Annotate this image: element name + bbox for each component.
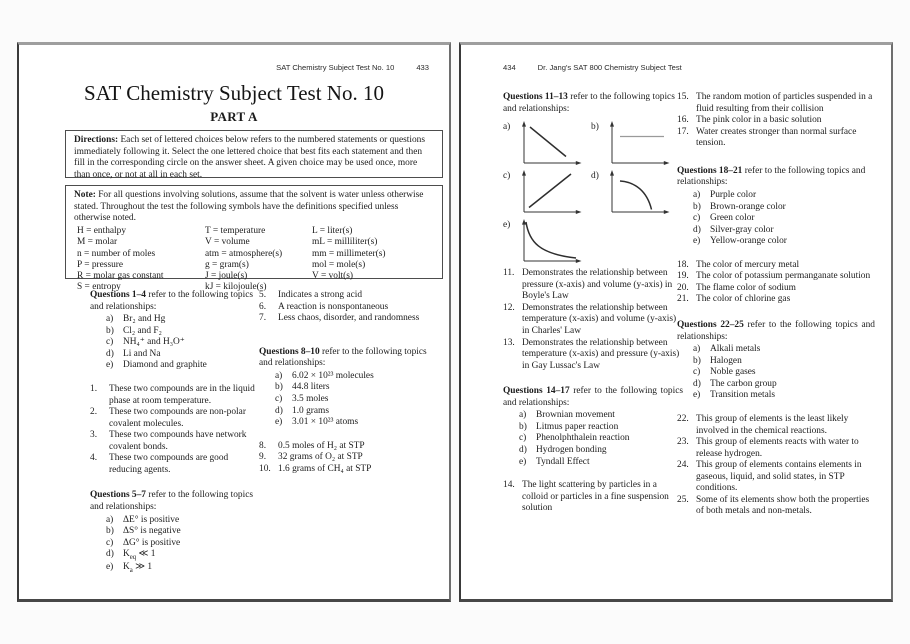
symbol-def: T = temperature: [205, 225, 266, 236]
choice-row: [677, 225, 875, 237]
question-number: 14.: [503, 480, 515, 491]
question-number: 17.: [677, 126, 689, 137]
question-number: 8.: [259, 440, 267, 451]
symbol-subscript: a: [129, 567, 133, 575]
choice-text: [123, 549, 260, 562]
running-head-title: Dr. Jang's SAT 800 Chemistry Subject Test: [537, 63, 682, 72]
right-page-column-2: [677, 92, 875, 518]
choice-text: ΔG° is positive: [123, 537, 181, 548]
graph-b: [591, 120, 679, 166]
graph-c: [503, 169, 591, 215]
choice-letter: c): [693, 213, 701, 224]
question-set-heading: [90, 290, 260, 313]
choice-letter: d): [106, 348, 114, 359]
choice-text: 3.5 moles: [292, 393, 329, 404]
choice-letter: b): [693, 201, 701, 212]
question-number: 22.: [677, 413, 689, 424]
concave-down-curve: [620, 181, 652, 210]
question-item: [259, 290, 437, 302]
note-text: For all questions involving solutions, assume that the solvent is water unless otherwise stated. Throughout the test the following symbols have the definitions specified unless otherwise noted.: [74, 190, 424, 224]
question-text: These two compounds are in the liquid phase at room temperature.: [109, 383, 255, 406]
question-item: [259, 302, 437, 314]
symbol-def: kJ = kilojoule(s): [205, 282, 267, 293]
choice-row: [677, 379, 875, 391]
question-set-heading: [90, 490, 260, 513]
choice-letter: d): [693, 224, 701, 235]
choice-text: 44.8 liters: [292, 382, 330, 393]
question-text: These two compounds have network covalent bonds.: [109, 430, 247, 452]
question-text: This group of elements is the least likely involved in the chemical reactions.: [696, 413, 849, 436]
graph-e-plot: [516, 218, 588, 264]
question-number: 2.: [90, 407, 98, 418]
choice-row: [677, 367, 875, 379]
y-axis-arrow-icon: [610, 121, 614, 127]
question-text: The pink color in a basic solution: [696, 115, 822, 126]
choice-text: Transition metals: [710, 390, 776, 401]
symbol-def: P = pressure: [77, 259, 124, 270]
question-list: [677, 92, 875, 150]
directions-label: Directions:: [74, 135, 119, 145]
increasing-line-curve: [529, 174, 571, 208]
choice-letter: e): [693, 390, 701, 401]
choice-text: Cl₂ and F₂: [123, 325, 162, 336]
choice-row: [90, 360, 260, 372]
right-page-column-1: [503, 92, 683, 515]
choice-text: 3.01 × 10²³ atoms: [292, 417, 359, 428]
symbol-def: J = joule(s): [205, 271, 248, 282]
question-set-text: refer to the following topics and relationships:: [677, 320, 875, 342]
choice-row: [90, 562, 260, 575]
question-text: These two compounds are non-polar covalent molecules.: [109, 407, 246, 429]
symbol-def: L = liter(s): [312, 225, 353, 236]
choice-row: [90, 526, 260, 538]
choice-text: The carbon group: [710, 378, 777, 389]
question-number: 19.: [677, 271, 689, 282]
symbol-def: atm = atmosphere(s): [205, 248, 283, 259]
question-text: The flame color of sodium: [696, 282, 796, 293]
y-axis-arrow-icon: [522, 121, 526, 127]
choice-row: [503, 433, 683, 445]
choice-list: [677, 190, 875, 248]
graph-label: e): [503, 220, 511, 231]
question-number: 21.: [677, 294, 689, 305]
choice-row: [259, 371, 437, 383]
choice-text: Brownian movement: [536, 410, 615, 421]
x-axis-arrow-icon: [664, 210, 670, 214]
graph-c-plot: [516, 169, 588, 215]
choice-text: Yellow-orange color: [710, 236, 787, 247]
choice-letter: a): [106, 314, 114, 325]
question-text: The color of chlorine gas: [696, 294, 791, 305]
graph-row: [503, 218, 683, 264]
choice-text: Brown-orange color: [710, 201, 786, 212]
symbol-subscript: eq: [129, 554, 137, 562]
choice-text: ΔE° is positive: [123, 514, 180, 525]
choice-list: [677, 344, 875, 402]
question-set-range: Questions 11–13: [503, 92, 568, 102]
symbol-rest: ≪ 1: [136, 549, 156, 560]
running-head-title: SAT Chemistry Subject Test No. 10: [276, 63, 395, 72]
choice-row: [90, 349, 260, 361]
choice-letter: e): [693, 236, 701, 247]
graph-label: d): [591, 171, 599, 182]
inverse-decay-curve: [526, 222, 576, 258]
symbol-def: mL = milliliter(s): [312, 237, 378, 248]
question-item: [677, 460, 875, 495]
choice-row: [677, 390, 875, 402]
graph-d: [591, 169, 679, 215]
question-text: The light scattering by particles in a colloid or particles in a fine suspension solution: [522, 480, 669, 514]
question-text: Demonstrates the relationship between pressure (x-axis) and volume (y-axis) in Boyle's Law: [522, 268, 673, 302]
question-list: [677, 260, 875, 306]
choice-letter: b): [106, 526, 114, 537]
choice-list: [90, 515, 260, 576]
graph-e: [503, 218, 591, 264]
right-page: [459, 42, 893, 602]
y-axis-arrow-icon: [522, 219, 526, 225]
question-set-range: Questions 22–25: [677, 320, 744, 330]
question-number: 25.: [677, 494, 689, 505]
choice-letter: b): [106, 325, 114, 336]
page-number: 434: [503, 63, 516, 72]
choice-letter: c): [519, 433, 527, 444]
choice-text: ΔS° is negative: [123, 526, 181, 537]
choice-text: Alkali metals: [710, 344, 761, 355]
question-list: [677, 414, 875, 518]
question-item: [503, 338, 683, 373]
question-set-text: refer to the following topics and relationships:: [503, 92, 675, 114]
question-item: [259, 313, 437, 325]
choice-row: [90, 326, 260, 338]
choice-row: [90, 314, 260, 326]
symbol-def: M = molar: [77, 237, 118, 248]
choice-row: [259, 417, 437, 429]
question-number: 6.: [259, 301, 267, 312]
question-item: [259, 441, 437, 453]
choice-text: Purple color: [710, 189, 757, 200]
choice-letter: e): [106, 562, 114, 573]
question-number: 15.: [677, 92, 689, 102]
choice-letter: d): [275, 405, 283, 416]
question-text: Demonstrates the relationship between temperature (x-axis) and volume (y-axis) in Charles' Law: [522, 302, 677, 336]
graph-a: [503, 120, 591, 166]
question-number: 5.: [259, 290, 267, 300]
question-item: [677, 127, 875, 150]
question-text: 0.5 moles of H₂ at STP: [278, 440, 365, 451]
question-number: 20.: [677, 282, 689, 293]
question-list: [503, 268, 683, 372]
choice-list: [259, 371, 437, 429]
question-item: [259, 452, 437, 464]
choice-letter: c): [693, 367, 701, 378]
question-text: Water creates stronger than normal surface tension.: [696, 126, 857, 149]
choice-row: [677, 344, 875, 356]
test-title: SAT Chemistry Subject Test No. 10: [84, 81, 384, 105]
question-set-range: Questions 8–10: [259, 346, 320, 357]
symbol-def: g = gram(s): [205, 259, 249, 270]
question-set-range: Questions 5–7: [90, 490, 146, 501]
question-set-text: refer to the following topics and relationships:: [677, 165, 866, 188]
question-list: [259, 441, 437, 476]
y-axis-arrow-icon: [610, 170, 614, 176]
question-text: This group of elements contains elements in gaseous, liquid, and solid states, in STP conditions.: [696, 460, 862, 494]
choice-row: [90, 538, 260, 550]
running-head-right: [503, 63, 682, 72]
symbol-def: V = volt(s): [312, 271, 354, 282]
choice-letter: a): [693, 189, 701, 200]
left-page: [17, 42, 451, 602]
question-number: 1.: [90, 383, 98, 394]
question-text: The color of mercury metal: [696, 259, 800, 270]
choice-letter: a): [519, 410, 527, 421]
question-set-range: Questions 1–4: [90, 290, 146, 300]
choice-row: [503, 410, 683, 422]
choice-letter: b): [519, 421, 527, 432]
choice-text: Diamond and graphite: [123, 360, 207, 371]
symbol-def: mm = millimeter(s): [312, 248, 386, 259]
question-item: [677, 260, 875, 272]
question-item: [90, 453, 260, 476]
question-number: 10.: [259, 463, 271, 474]
question-item: [677, 495, 875, 518]
choice-row: [503, 457, 683, 469]
graph-row: [503, 120, 683, 166]
symbol-rest: ≫ 1: [132, 562, 153, 573]
question-number: 11.: [503, 268, 515, 279]
choice-letter: d): [693, 378, 701, 389]
running-head-left: [276, 63, 429, 72]
symbol-base: K: [123, 562, 130, 573]
question-text: Indicates a strong acid: [278, 290, 363, 300]
question-number: 9.: [259, 452, 267, 463]
question-item: [677, 271, 875, 283]
choice-text: 6.02 × 10²³ molecules: [292, 370, 374, 381]
question-item: [503, 303, 683, 338]
choice-row: [677, 236, 875, 248]
choice-list: [90, 314, 260, 372]
symbol-def: S = entropy: [77, 282, 121, 293]
question-number: 24.: [677, 460, 689, 471]
choice-letter: e): [106, 360, 114, 371]
question-item: [677, 92, 875, 115]
question-item: [677, 115, 875, 127]
question-text: A reaction is nonspontaneous: [278, 301, 389, 312]
question-text: 32 grams of O₂ at STP: [278, 452, 363, 463]
graph-a-plot: [516, 120, 588, 166]
question-item: [259, 464, 437, 476]
question-set-heading: [677, 320, 875, 343]
question-set-heading: [259, 347, 437, 370]
choice-letter: b): [693, 355, 701, 366]
question-set-text: refer to the following topics and relationships:: [90, 290, 254, 312]
x-axis-arrow-icon: [576, 259, 582, 263]
question-number: 3.: [90, 430, 98, 441]
question-text: The random motion of particles suspended in a fluid resulting from their collision: [696, 92, 873, 114]
choice-row: [677, 213, 875, 225]
choice-text: Green color: [710, 213, 755, 224]
choice-row: [90, 549, 260, 562]
left-page-column-2: [259, 290, 437, 475]
choice-row: [259, 394, 437, 406]
question-number: 13.: [503, 337, 515, 348]
choice-text: Halogen: [710, 355, 742, 366]
question-set-range: Questions 14–17: [503, 386, 570, 397]
symbol-def: n = number of moles: [77, 248, 156, 259]
question-item: [677, 414, 875, 437]
question-item: [503, 480, 683, 515]
choice-letter: d): [519, 445, 527, 455]
part-label: PART A: [210, 109, 258, 124]
question-list: [503, 480, 683, 515]
choice-row: [503, 445, 683, 457]
question-text: Some of its elements show both the properties of both metals and non-metals.: [696, 494, 870, 517]
choice-text: Litmus paper reaction: [536, 421, 619, 432]
relationship-graphs: [503, 120, 683, 264]
page-number: 433: [416, 63, 429, 72]
choice-text: 1.0 grams: [292, 405, 329, 416]
choice-letter: a): [275, 370, 283, 381]
question-set-heading: [503, 92, 683, 115]
question-item: [90, 407, 260, 430]
choice-text: [123, 562, 260, 575]
question-number: 16.: [677, 115, 689, 126]
question-set-text: refer to the following topics and relationships:: [259, 346, 427, 369]
x-axis-arrow-icon: [664, 161, 670, 165]
choice-row: [677, 202, 875, 214]
choice-letter: e): [275, 417, 283, 428]
question-number: 12.: [503, 302, 515, 313]
question-item: [677, 437, 875, 460]
graph-d-plot: [604, 169, 676, 215]
decreasing-line-curve: [530, 127, 566, 157]
question-number: 4.: [90, 453, 98, 464]
graph-b-plot: [604, 120, 676, 166]
choice-text: Hydrogen bonding: [536, 445, 607, 455]
choice-row: [677, 356, 875, 368]
y-axis-arrow-icon: [522, 170, 526, 176]
question-text: The color of potassium permanganate solution: [696, 271, 871, 282]
symbol-def: H = enthalpy: [77, 225, 127, 236]
question-set-text: refer to the following topics and relationships:: [90, 490, 254, 512]
symbol-definitions: [74, 226, 434, 294]
choice-letter: e): [519, 456, 527, 467]
question-item: [677, 294, 875, 306]
choice-row: [259, 406, 437, 418]
question-number: 23.: [677, 437, 689, 448]
choice-letter: d): [106, 549, 114, 560]
choice-text: Silver-gray color: [710, 224, 774, 235]
choice-text: Li and Na: [123, 348, 161, 359]
x-axis-arrow-icon: [576, 210, 582, 214]
symbol-def: R = molar gas constant: [77, 271, 164, 282]
choice-row: [259, 382, 437, 394]
choice-letter: c): [106, 337, 114, 348]
choice-row: [503, 422, 683, 434]
choice-list: [503, 410, 683, 468]
question-number: 18.: [677, 259, 689, 270]
question-item: [503, 268, 683, 303]
question-text: This group of elements reacts with water to release hydrogen.: [696, 437, 859, 459]
question-list: [90, 384, 260, 477]
choice-text: Phenolphthalein reaction: [536, 433, 630, 444]
symbol-def: V = volume: [205, 237, 250, 248]
question-text: 1.6 grams of CH₄ at STP: [278, 463, 372, 474]
note-label: Note:: [74, 190, 96, 200]
question-item: [677, 283, 875, 295]
choice-letter: c): [275, 393, 283, 404]
choice-letter: a): [106, 514, 114, 525]
choice-letter: c): [106, 537, 114, 548]
question-text: Less chaos, disorder, and randomness: [278, 313, 420, 324]
note-box: [65, 185, 443, 293]
choice-text: Br₂ and Hg: [123, 314, 166, 325]
question-set-text: refer to the following topics and relationships:: [503, 386, 683, 408]
choice-row: [90, 337, 260, 349]
graph-label: b): [591, 122, 599, 133]
directions-box: [65, 130, 443, 178]
choice-letter: a): [693, 344, 701, 355]
choice-text: NH₄⁺ and H₃O⁺: [123, 337, 185, 348]
x-axis-arrow-icon: [576, 161, 582, 165]
symbol-def: mol = mole(s): [312, 259, 366, 270]
choice-text: Noble gases: [710, 367, 756, 378]
symbol-base: K: [123, 549, 130, 560]
choice-letter: b): [275, 382, 283, 393]
question-set-range: Questions 18–21: [677, 165, 743, 176]
question-text: Demonstrates the relationship between temperature (x-axis) and pressure (y-axis) in Gay Lussac's Law: [522, 337, 680, 371]
question-number: 7.: [259, 313, 267, 324]
graph-label: c): [503, 171, 511, 182]
choice-row: [90, 515, 260, 527]
question-text: These two compounds are good reducing agents.: [109, 453, 229, 475]
question-set-heading: [503, 386, 683, 409]
choice-row: [677, 190, 875, 202]
question-item: [90, 430, 260, 453]
question-set-heading: [677, 166, 875, 189]
left-page-column-1: [90, 290, 260, 576]
choice-text: Tyndall Effect: [536, 456, 590, 467]
directions-text: Each set of lettered choices below refers to the numbered statements or questions immediately following it. Select the one lettered choice that best fits each statement and then fill in the corresponding circle on the answer sheet. A given choice may be used once, more than once, or not at all in each set.: [74, 135, 426, 180]
question-item: [90, 384, 260, 407]
graph-row: [503, 169, 683, 215]
question-list: [259, 290, 437, 325]
graph-label: a): [503, 122, 511, 133]
